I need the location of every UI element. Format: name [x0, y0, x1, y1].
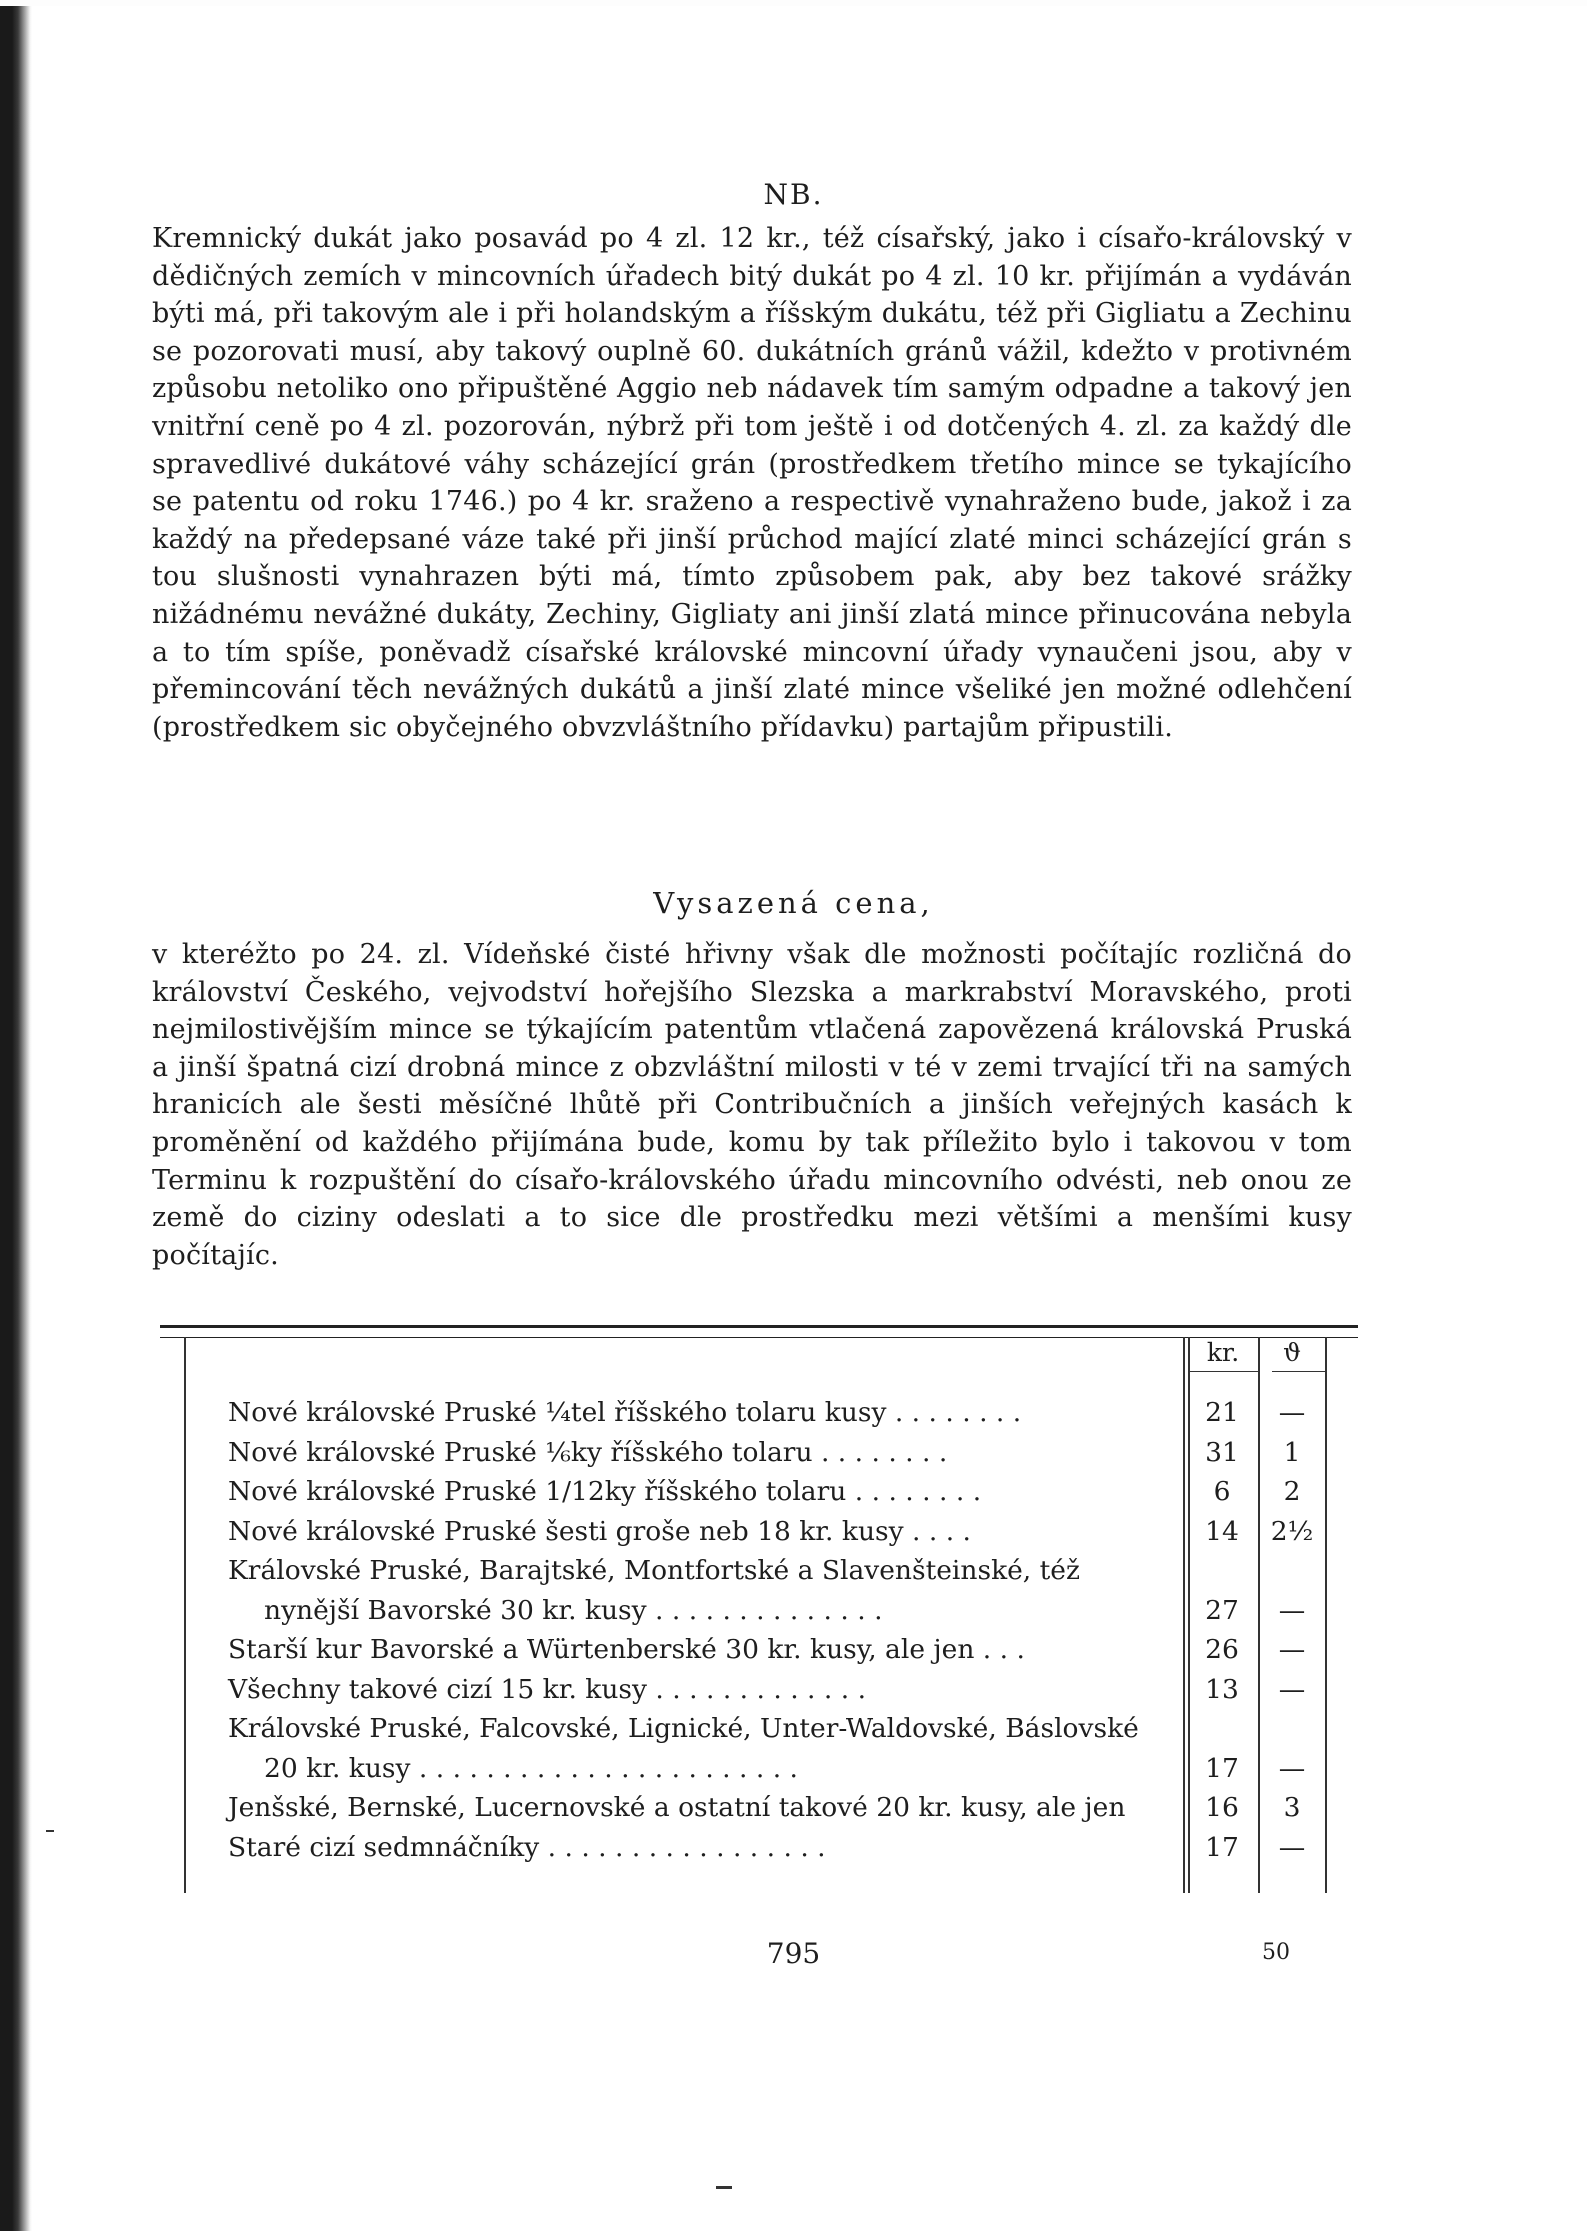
row-description: 20 kr. kusy . . . . . . . . . . . . . . . . . . . . . . .: [264, 1752, 798, 1784]
table-row: [228, 1630, 1358, 1670]
row-kr: 13: [1205, 1673, 1239, 1705]
section-heading: Vysazená cena,: [653, 886, 934, 920]
row-denar: 1: [1283, 1436, 1301, 1468]
row-description: Nové královské Pruské ⅙ky říšského tolaru . . . . . . . .: [228, 1436, 948, 1468]
row-denar: —: [1278, 1673, 1306, 1705]
row-denar: 2½: [1270, 1515, 1314, 1547]
row-description: Královské Pruské, Barajtské, Montfortské a Slavenšteinské, též: [228, 1555, 1080, 1586]
table-row: [228, 1393, 1358, 1433]
page-number: 795: [766, 1937, 821, 1970]
row-denar: —: [1278, 1634, 1306, 1665]
paragraph-1: Kremnický dukát jako posavád po 4 zl. 12 kr., též císařský, jako i císařo-královský v dědičných zemích v mincovních úřadech bitý dukát po 4 zl. 10 kr. přijímán a vydáván býti má, při takovým ale i při holandským a říšským dukátu, též při Gigliatu a Zechinu se pozorovati musí, aby takový ouplně 60. dukátních gránů vážil, kdežto v protivném způsobu netoliko ono připuštěné Aggio neb nádavek tím samým odpadne a takový jen vnitřní ceně po 4 zl. pozorován, nýbrž při tom ještě i od dotčených 4. zl. za každý dle spravedlivé dukátové váhy scházející grán (prostředkem třetího mince se tykajícího se patentu od roku 1746.) po 4 kr. sraženo a respectivě vynahraženo bude, jakož i za každý na předepsané váze také při jinší průchod mající zlaté minci scházející grán s tou slušnosti vynahrazen býti má, tímto způsobem pak, aby bez takové srážky nižádnému nevážné dukáty, Zechiny, Gigliaty ani jinší zlatá mince přinucována nebyla a to tím spíše, poněvadž císařské královské mincovní úřady vynaučeni jsou, aby v přemincování těch nevážných dukátů a jinší zlaté mince všeliké jen možné odlehčení (prostředkem sic obyčejného obvzvláštního přídavku) partajům připustili.: [152, 223, 1352, 743]
header-underline: [1272, 1371, 1325, 1372]
row-kr: 31: [1205, 1436, 1239, 1468]
scan-edge-top: [0, 0, 1587, 6]
table-row: [228, 1828, 1358, 1868]
scan-mark: [46, 1830, 54, 1832]
table-row: [228, 1788, 1358, 1828]
table-row: [228, 1512, 1358, 1552]
row-description: Královské Pruské, Falcovské, Lignické, Unter-Waldovské, Báslovské: [228, 1713, 1139, 1744]
row-kr: 26: [1205, 1634, 1239, 1665]
row-description: Staré cizí sedmnáčníky . . . . . . . . . . . . . . . . .: [228, 1831, 826, 1863]
table-row: [228, 1670, 1358, 1710]
row-denar: 3: [1283, 1792, 1301, 1823]
sheet-number: 50: [1262, 1940, 1290, 1965]
table-row: [228, 1749, 1358, 1789]
table-row: [228, 1433, 1358, 1473]
header-underline: [1188, 1371, 1258, 1372]
row-description: nynější Bavorské 30 kr. kusy . . . . . . . . . . . . . .: [264, 1594, 883, 1626]
row-kr: 17: [1205, 1831, 1239, 1863]
table-row: [228, 1591, 1358, 1631]
row-denar: —: [1278, 1831, 1306, 1863]
paragraph-2: v kteréžto po 24. zl. Vídeňské čisté hřivny však dle možnosti počítajíc rozličná do království Českého, vejvodství hořejšího Slezska a markrabství Moravského, proti nejmilostivějším mince se týkajícím patentům vtlačená zapovězená královská Pruská a jinší špatná cizí drobná mince z obzvláštní milosti v té v zemi trvající tři na samých hranicích ale šesti měsíčné lhůtě při Contribučních a jinších veřejných kasách k proměnění od každého přijímána bude, komu by tak příležito bylo i takovou v tom Terminu k rozpuštění do císařo-královského úřadu mincovního odvésti, neb onou ze země do ciziny odeslati a to sice dle prostředku mezi většími a menšími kusy počítajíc.: [152, 939, 1352, 1271]
scan-edge: [0, 0, 32, 2231]
row-description: Nové královské Pruské 1/12ky říšského tolaru . . . . . . . .: [228, 1476, 982, 1507]
nb-heading: NB.: [763, 178, 824, 211]
row-denar: —: [1278, 1594, 1306, 1626]
table-row: [228, 1551, 1358, 1591]
row-kr: 14: [1205, 1515, 1239, 1547]
row-description: Starší kur Bavorské a Würtenberské 30 kr. kusy, ale jen . . .: [228, 1634, 1025, 1665]
row-description: Všechny takové cizí 15 kr. kusy . . . . . . . . . . . . .: [228, 1673, 867, 1705]
row-description: Jenšské, Bernské, Lucernovské a ostatní takové 20 kr. kusy, ale jen: [228, 1792, 1126, 1823]
header-kr: kr.: [1206, 1338, 1240, 1367]
row-denar: —: [1278, 1752, 1306, 1784]
row-kr: 6: [1213, 1476, 1231, 1507]
row-kr: 17: [1205, 1752, 1239, 1784]
row-kr: 27: [1205, 1594, 1239, 1626]
table-row: [228, 1472, 1358, 1512]
row-kr: 21: [1205, 1397, 1239, 1428]
header-denar: ϑ: [1283, 1338, 1301, 1367]
row-description: Nové královské Pruské šesti groše neb 18 kr. kusy . . . .: [228, 1515, 971, 1547]
table-row: [228, 1709, 1358, 1749]
row-kr: 16: [1205, 1792, 1239, 1823]
row-denar: —: [1278, 1397, 1306, 1428]
row-description: Nové královské Pruské ¼tel říšského tolaru kusy . . . . . . . .: [228, 1397, 1022, 1428]
row-denar: 2: [1283, 1476, 1301, 1507]
scan-mark: [716, 2186, 732, 2189]
